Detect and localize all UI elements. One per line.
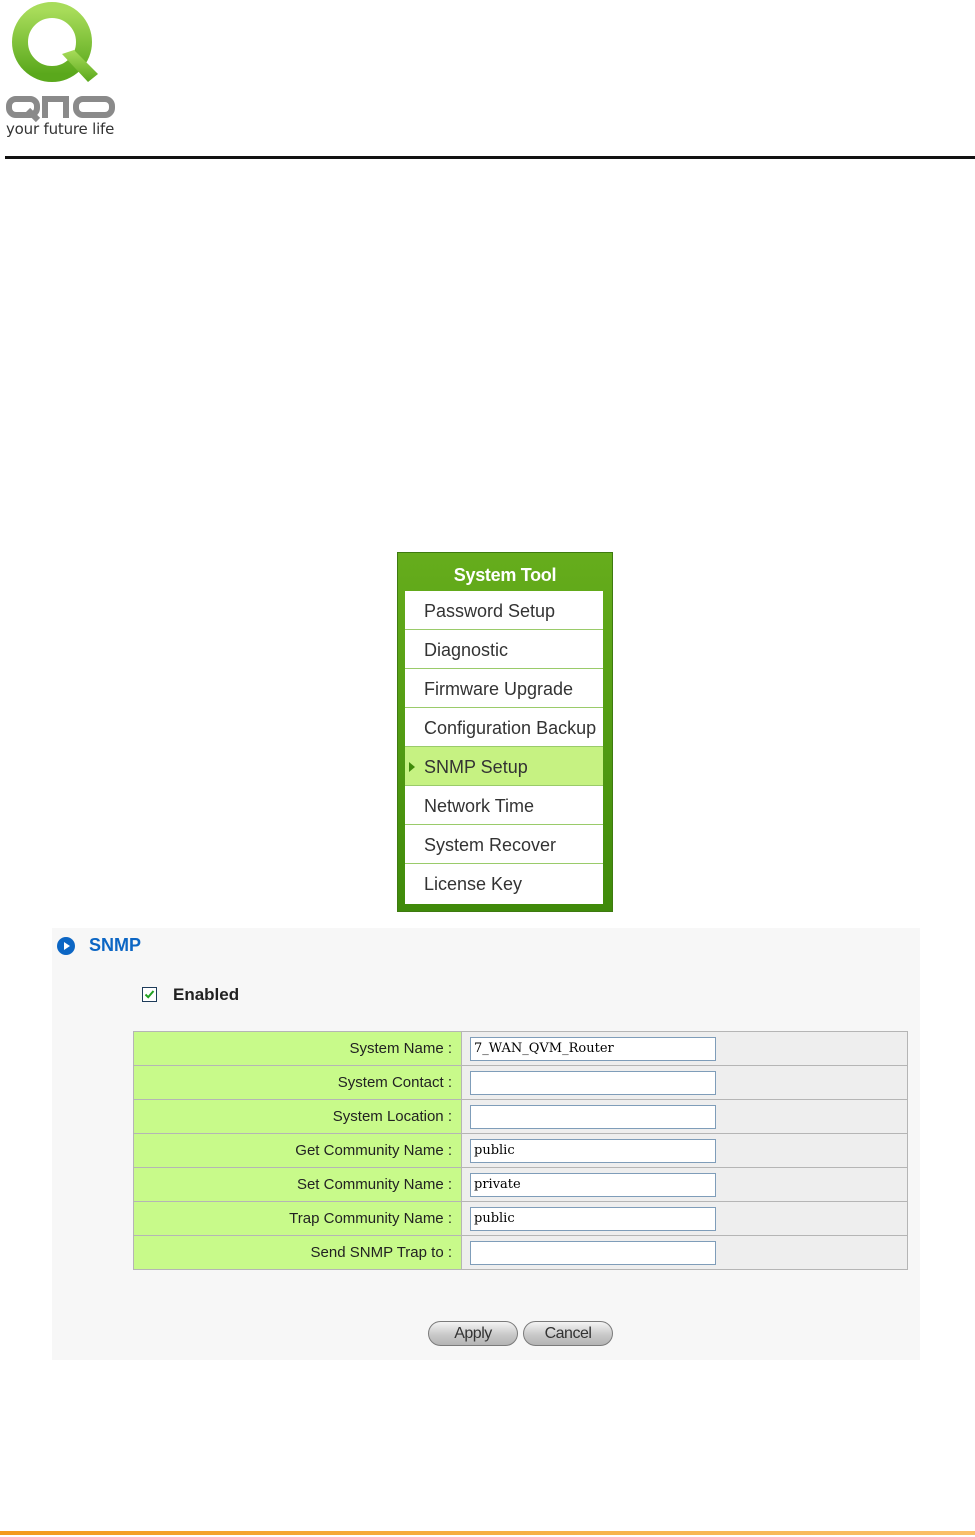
send-snmp-trap-to-label: Send SNMP Trap to :: [134, 1236, 462, 1270]
table-row: [134, 1168, 908, 1202]
snmp-settings-table: [133, 1031, 908, 1270]
enabled-label: Enabled: [173, 985, 240, 1004]
menu-item-label: Network Time: [424, 796, 535, 816]
menu-item-network-time[interactable]: [405, 786, 603, 825]
trap-community-name-label: Trap Community Name :: [134, 1202, 462, 1236]
get-community-name-label: Get Community Name :: [134, 1134, 462, 1168]
menu-item-label: License Key: [424, 874, 523, 894]
system-location-input[interactable]: [470, 1105, 716, 1129]
set-community-name-input[interactable]: [470, 1173, 716, 1197]
section-bullet-icon: [57, 937, 75, 955]
system-name-input[interactable]: [470, 1037, 716, 1061]
menu-item-license-key[interactable]: [405, 864, 603, 902]
checkmark-icon: [144, 989, 155, 1000]
apply-button[interactable]: Apply: [428, 1321, 518, 1346]
menu-item-system-recover[interactable]: [405, 825, 603, 864]
menu-list: [405, 591, 603, 904]
enabled-checkbox[interactable]: [142, 987, 157, 1002]
system-contact-input[interactable]: [470, 1071, 716, 1095]
cancel-button[interactable]: Cancel: [523, 1321, 613, 1346]
table-row: [134, 1202, 908, 1236]
table-row: [134, 1236, 908, 1270]
menu-item-password-setup[interactable]: [405, 591, 603, 630]
table-row: [134, 1134, 908, 1168]
menu-item-snmp-setup[interactable]: [405, 747, 603, 786]
send-snmp-trap-to-input[interactable]: [470, 1241, 716, 1265]
header-rule: [5, 156, 975, 159]
system-tool-menu: [397, 552, 613, 912]
menu-item-label: Password Setup: [424, 601, 556, 621]
system-location-label: System Location :: [134, 1100, 462, 1134]
menu-title: System Tool: [453, 565, 557, 585]
get-community-name-input[interactable]: [470, 1139, 716, 1163]
menu-item-label: Firmware Upgrade: [424, 679, 574, 699]
system-contact-label: System Contact :: [134, 1066, 462, 1100]
trap-community-name-input[interactable]: [470, 1207, 716, 1231]
table-row: [134, 1100, 908, 1134]
table-row: [134, 1032, 908, 1066]
menu-item-label: Configuration Backup: [424, 718, 597, 738]
set-community-name-label: Set Community Name :: [134, 1168, 462, 1202]
logo-tagline: your future life: [6, 120, 115, 138]
footer-rule: [0, 1531, 975, 1535]
active-arrow-icon: [409, 762, 415, 772]
table-row: [134, 1066, 908, 1100]
menu-item-label: SNMP Setup: [424, 757, 528, 777]
menu-item-configuration-backup[interactable]: [405, 708, 603, 747]
menu-item-label: System Recover: [424, 835, 557, 855]
system-name-label: System Name :: [134, 1032, 462, 1066]
menu-item-firmware-upgrade[interactable]: [405, 669, 603, 708]
section-title: SNMP: [89, 935, 142, 955]
menu-item-diagnostic[interactable]: [405, 630, 603, 669]
menu-item-label: Diagnostic: [424, 640, 509, 660]
